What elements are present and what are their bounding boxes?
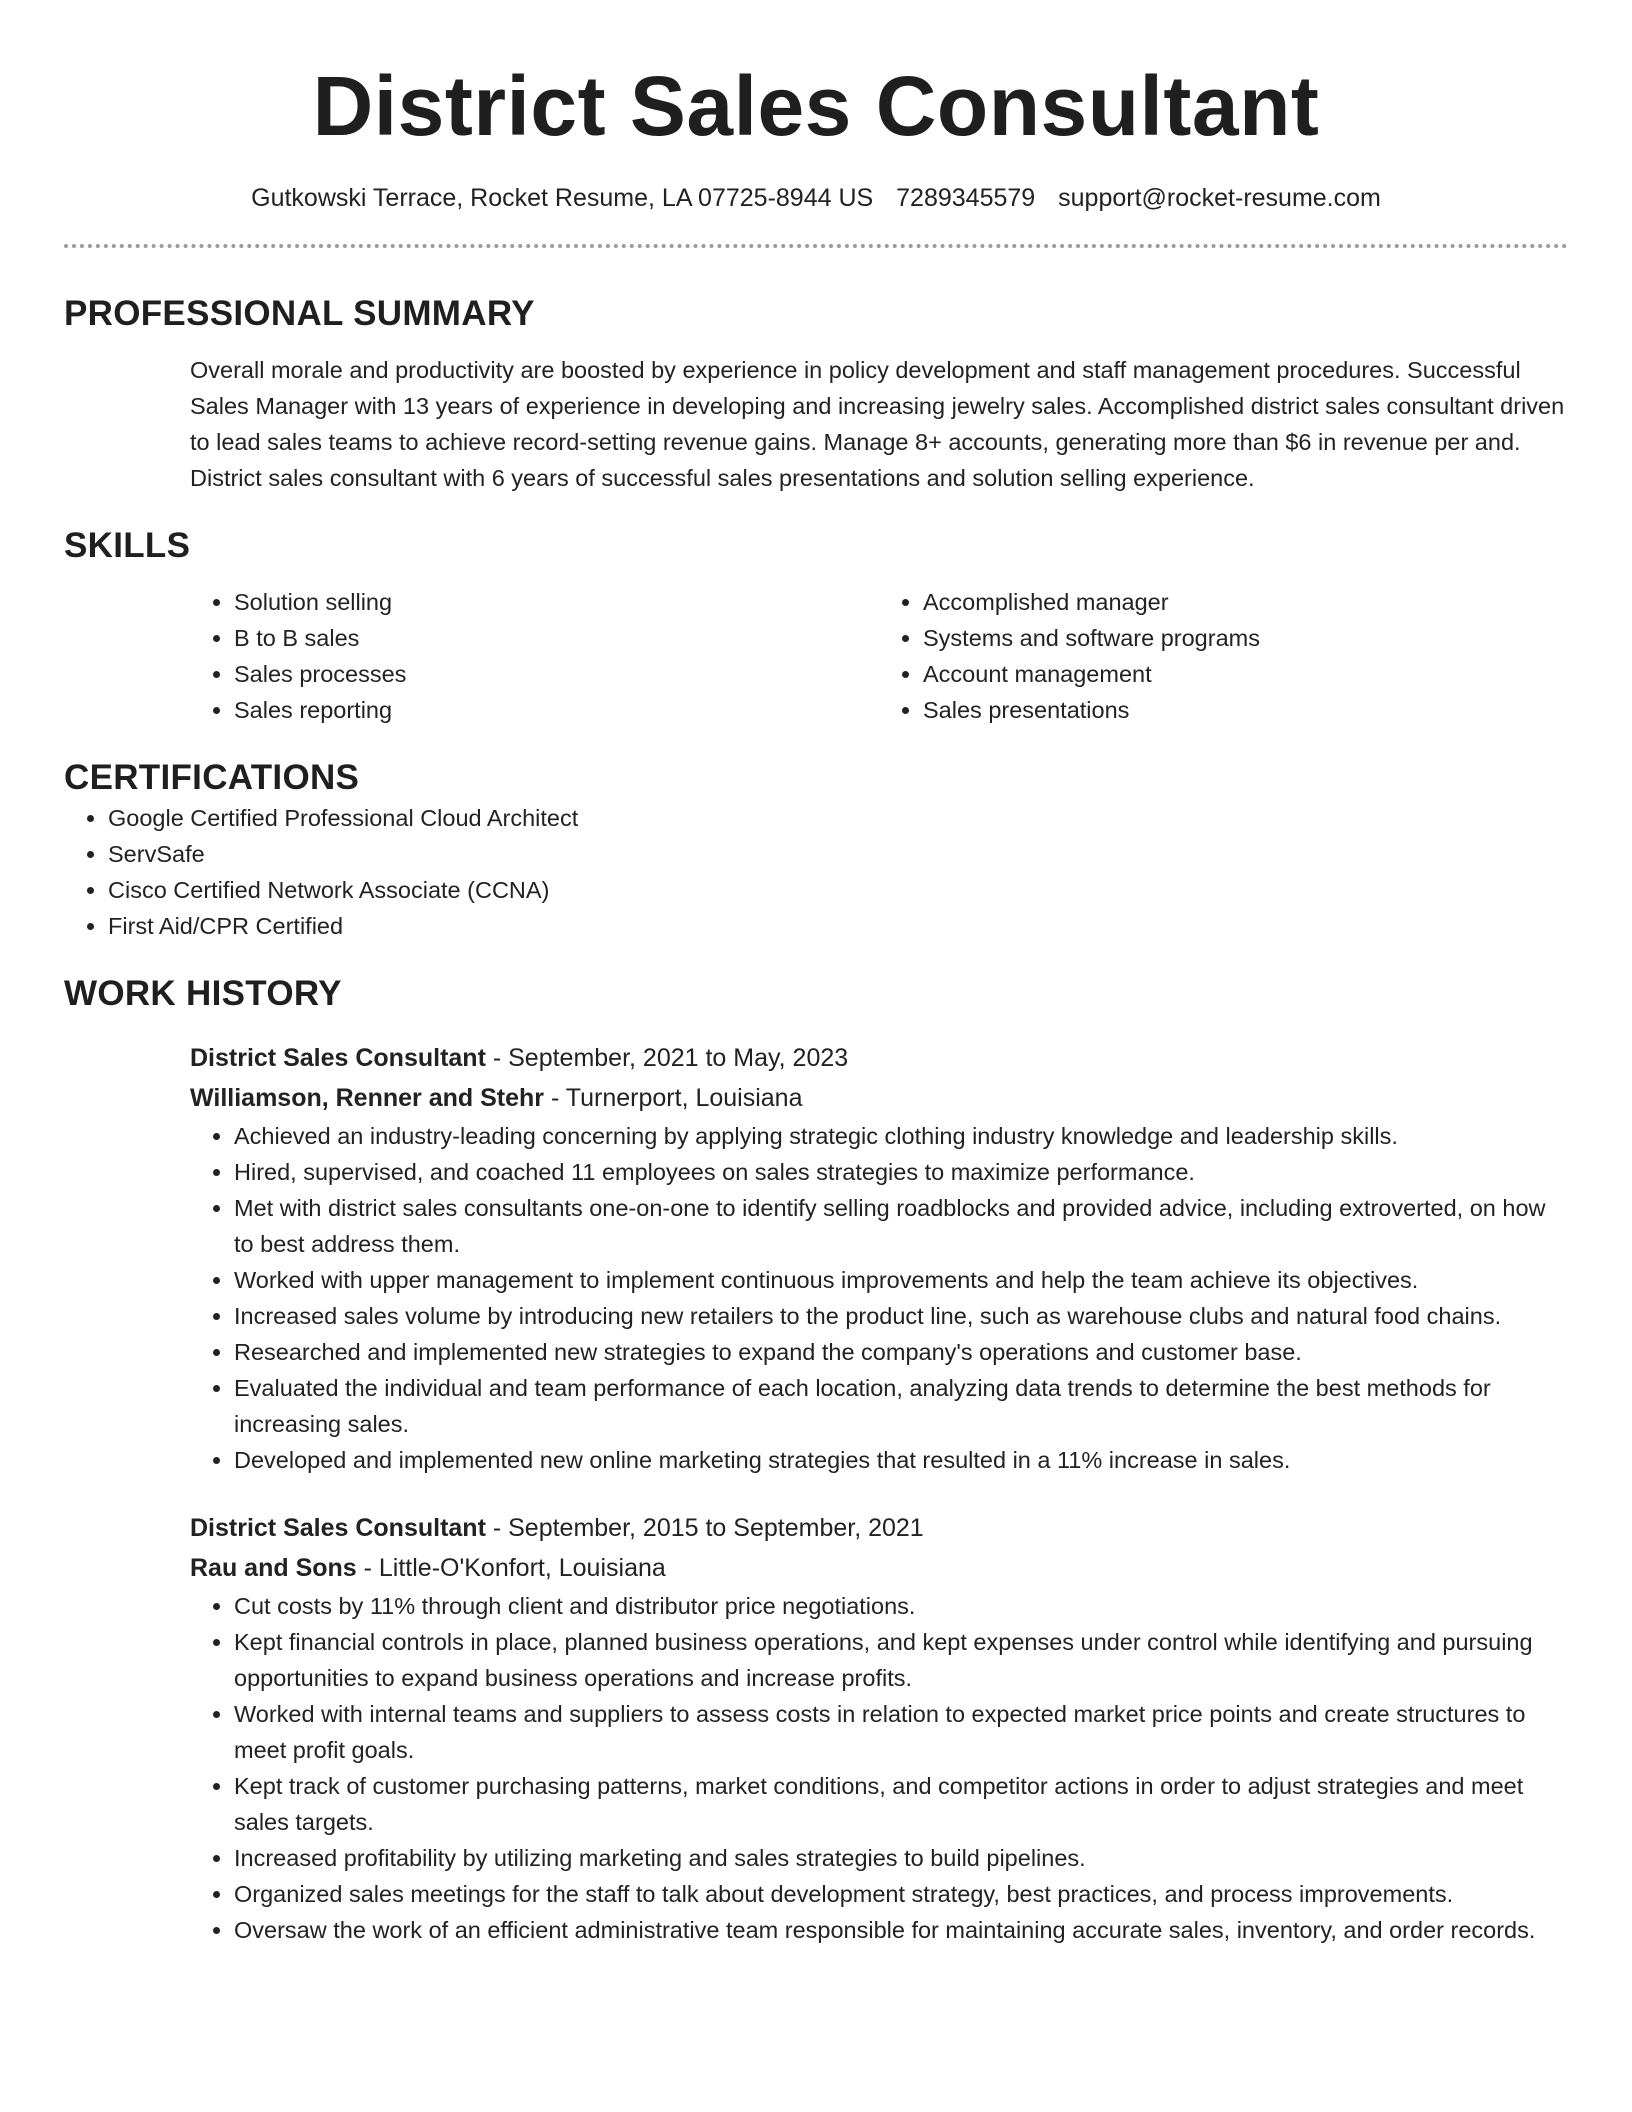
contact-email: support@rocket-resume.com [1058, 184, 1381, 212]
certifications-list [64, 800, 1568, 944]
skill-item: • Sales reporting [234, 692, 879, 728]
job-bullet: • Evaluated the individual and team performance of each location, analyzing data trends to determine the best methods for increasing sales. [234, 1370, 1568, 1442]
skill-item: • Accomplished manager [923, 584, 1568, 620]
job-bullet: • Oversaw the work of an efficient administrative team responsible for maintaining accurate sales, inventory, and order records. [234, 1912, 1568, 1948]
skill-item: • Sales presentations [923, 692, 1568, 728]
job-bullet: • Worked with upper management to implement continuous improvements and help the team achieve its objectives. [234, 1262, 1568, 1298]
job-responsibilities [190, 1588, 1568, 1948]
job-bullet: • Cut costs by 11% through client and distributor price negotiations. [234, 1588, 1568, 1624]
skill-item: • Sales processes [234, 656, 879, 692]
job-bullet: • Met with district sales consultants one-on-one to identify selling roadblocks and provided advice, including extroverted, on how to best address them. [234, 1190, 1568, 1262]
summary-text: Overall morale and productivity are boosted by experience in policy development and staff management procedures. Successful Sales Manager with 13 years of experience in developing and increasing jewelry sales. Accomplished district sales consultant driven to lead sales teams to achieve record-setting revenue gains. Manage 8+ accounts, generating more than $6 in revenue per and. District sales consultant with 6 years of successful sales presentations and solution selling experience. [190, 357, 1565, 491]
skill-item: • B to B sales [234, 620, 879, 656]
job-title-line [190, 1038, 1568, 1078]
certifications-heading: CERTIFICATIONS [64, 758, 360, 797]
skill-item: • Account management [923, 656, 1568, 692]
contact-address: Gutkowski Terrace, Rocket Resume, LA 07725-8944 US [251, 184, 874, 212]
job-bullet: • Kept track of customer purchasing patterns, market conditions, and competitor actions in order to adjust strategies and meet sales targets. [234, 1768, 1568, 1840]
job-title-line [190, 1508, 1568, 1548]
job-company: Rau and Sons [190, 1554, 357, 1582]
job-bullet: • Increased profitability by utilizing marketing and sales strategies to build pipelines. [234, 1840, 1568, 1876]
contact-line [64, 182, 1568, 214]
candidate-name: District Sales Consultant [312, 59, 1320, 153]
skills-column-left [190, 584, 879, 728]
job-entry [190, 1508, 1568, 1948]
job-bullet: • Worked with internal teams and suppliers to assess costs in relation to expected market price points and create structures to meet profit goals. [234, 1696, 1568, 1768]
job-location: - Little-O'Konfort, Louisiana [356, 1554, 666, 1582]
skill-item: • Systems and software programs [923, 620, 1568, 656]
certification-item: • Cisco Certified Network Associate (CCNA) [108, 872, 1568, 908]
certification-item: • First Aid/CPR Certified [108, 908, 1568, 944]
job-bullet: • Researched and implemented new strategies to expand the company's operations and customer base. [234, 1334, 1568, 1370]
skill-item: • Solution selling [234, 584, 879, 620]
certification-item: • Google Certified Professional Cloud Architect [108, 800, 1568, 836]
job-company-line [190, 1078, 1568, 1118]
job-dates: - September, 2015 to September, 2021 [485, 1514, 924, 1542]
header-divider [64, 244, 1568, 248]
job-bullet: • Hired, supervised, and coached 11 employees on sales strategies to maximize performance. [234, 1154, 1568, 1190]
job-responsibilities [190, 1118, 1568, 1478]
job-bullet: • Achieved an industry-leading concerning by applying strategic clothing industry knowledge and leadership skills. [234, 1118, 1568, 1154]
job-company-line [190, 1548, 1568, 1588]
job-role: District Sales Consultant [190, 1044, 486, 1072]
skills-column-right [879, 584, 1568, 728]
job-company: Williamson, Renner and Stehr [190, 1084, 545, 1112]
job-bullet: • Organized sales meetings for the staff to talk about development strategy, best practices, and process improvements. [234, 1876, 1568, 1912]
job-location: - Turnerport, Louisiana [544, 1084, 803, 1112]
job-bullet: • Developed and implemented new online marketing strategies that resulted in a 11% increase in sales. [234, 1442, 1568, 1478]
summary-heading: PROFESSIONAL SUMMARY [64, 294, 535, 333]
job-dates: - September, 2021 to May, 2023 [485, 1044, 849, 1072]
job-bullet: • Kept financial controls in place, planned business operations, and kept expenses under control while identifying and pursuing opportunities to expand business operations and increase profits. [234, 1624, 1568, 1696]
job-bullet: • Increased sales volume by introducing new retailers to the product line, such as warehouse clubs and natural food chains. [234, 1298, 1568, 1334]
skills-list [190, 584, 1568, 728]
job-role: District Sales Consultant [190, 1514, 486, 1542]
skills-heading: SKILLS [64, 526, 191, 565]
job-entry [190, 1038, 1568, 1478]
work-history-heading: WORK HISTORY [64, 974, 342, 1013]
contact-phone: 7289345579 [896, 184, 1036, 212]
certification-item: • ServSafe [108, 836, 1568, 872]
